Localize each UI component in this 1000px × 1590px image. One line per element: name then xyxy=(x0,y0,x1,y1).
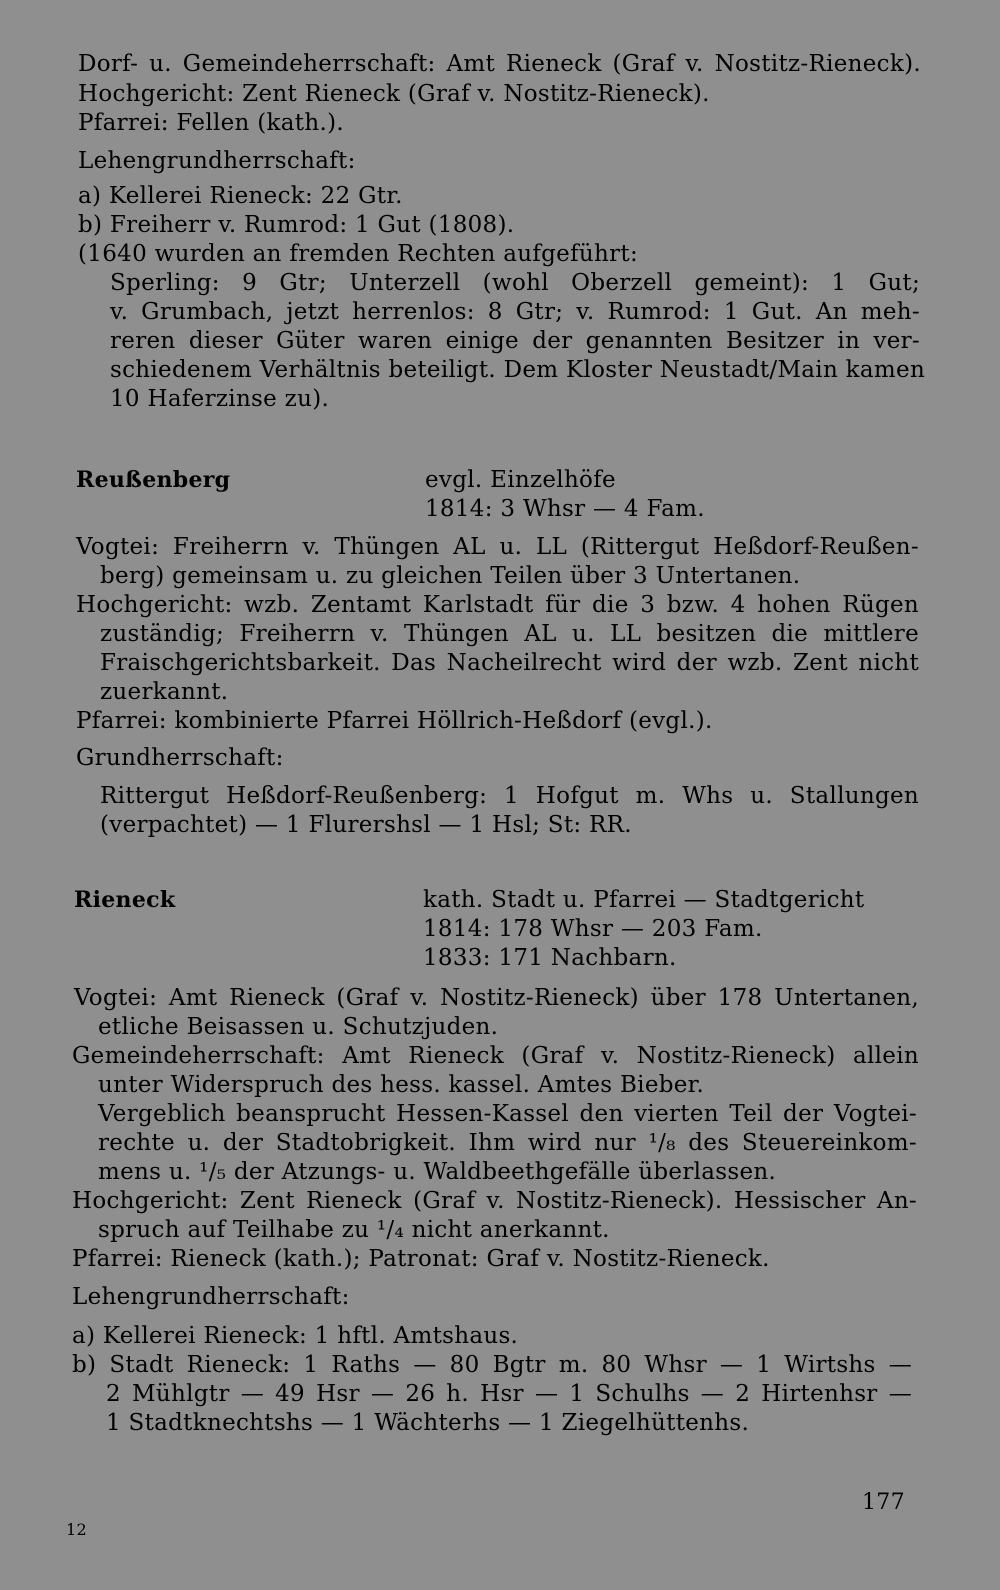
text-line: zuerkannt. xyxy=(100,679,229,705)
text-line: rechte u. der Stadtobrigkeit. Ihm wird nur ¹/₈ des Steuereinkom- xyxy=(98,1130,917,1156)
text-line: Hochgericht: Zent Rieneck (Graf v. Nostitz-Rieneck). xyxy=(78,81,710,107)
text-line: Dorf- u. Gemeindeherrschaft: Amt Rieneck (Graf v. Nostitz-Rieneck). xyxy=(78,51,921,77)
text-line: Pfarrei: kombinierte Pfarrei Höllrich-Heßdorf (evgl.). xyxy=(76,708,713,734)
text-line: 2 Mühlgtr — 49 Hsr — 26 h. Hsr — 1 Schulhs — 2 Hirtenhsr — xyxy=(106,1381,912,1407)
text-line: mens u. ¹/₅ der Atzungs- u. Waldbeethgefälle überlassen. xyxy=(98,1159,777,1185)
list-item: b) Freiherr v. Rumrod: 1 Gut (1808). xyxy=(78,212,515,238)
place-info: 1814: 3 Whsr — 4 Fam. xyxy=(425,496,705,522)
text-line: Hochgericht: Zent Rieneck (Graf v. Nostitz-Rieneck). Hessischer An- xyxy=(72,1188,917,1214)
place-info: kath. Stadt u. Pfarrei — Stadtgericht xyxy=(423,887,865,913)
text-line: v. Grumbach, jetzt herrenlos: 8 Gtr; v. Rumrod: 1 Gut. An meh- xyxy=(110,299,920,325)
text-line: berg) gemeinsam u. zu gleichen Teilen über 3 Untertanen. xyxy=(100,563,801,589)
text-line: Fraischgerichtsbarkeit. Das Nacheilrecht wird der wzb. Zent nicht xyxy=(100,650,919,676)
place-info: 1833: 171 Nachbarn. xyxy=(423,945,677,971)
section-heading: Lehengrundherrschaft: xyxy=(78,148,356,174)
place-name: Rieneck xyxy=(74,887,176,913)
text-line: Rittergut Heßdorf-Reußenberg: 1 Hofgut m. Whs u. Stallungen xyxy=(100,783,919,809)
text-line: Sperling: 9 Gtr; Unterzell (wohl Oberzell gemeint): 1 Gut; xyxy=(110,270,920,296)
text-line: Pfarrei: Fellen (kath.). xyxy=(78,110,344,136)
text-line: Pfarrei: Rieneck (kath.); Patronat: Graf v. Nostitz-Rieneck. xyxy=(72,1246,770,1272)
list-item: b) Stadt Rieneck: 1 Raths — 80 Bgtr m. 80 Whsr — 1 Wirtshs — xyxy=(72,1352,912,1378)
place-name: Reußenberg xyxy=(76,467,231,493)
text-line: (verpachtet) — 1 Flurershsl — 1 Hsl; St: RR. xyxy=(100,812,632,838)
page-number: 177 xyxy=(862,1490,905,1515)
list-item: a) Kellerei Rieneck: 1 hftl. Amtshaus. xyxy=(72,1323,519,1349)
text-line: Vogtei: Amt Rieneck (Graf v. Nostitz-Rieneck) über 178 Untertanen, xyxy=(74,985,919,1011)
text-line: etliche Beisassen u. Schutzjuden. xyxy=(98,1014,499,1040)
text-line: (1640 wurden an fremden Rechten aufgeführt: xyxy=(78,241,638,267)
text-line: Vergeblich beansprucht Hessen-Kassel den vierten Teil der Vogtei- xyxy=(98,1101,917,1127)
section-heading: Grundherrschaft: xyxy=(76,745,284,771)
text-line: 10 Haferzinse zu). xyxy=(110,386,330,412)
text-line: Gemeindeherrschaft: Amt Rieneck (Graf v. Nostitz-Rieneck) allein xyxy=(72,1043,919,1069)
list-item: a) Kellerei Rieneck: 22 Gtr. xyxy=(78,183,403,209)
text-line: 1 Stadtknechtshs — 1 Wächterhs — 1 Ziegelhüttenhs. xyxy=(106,1410,750,1436)
place-info: 1814: 178 Whsr — 203 Fam. xyxy=(423,916,763,942)
place-info: evgl. Einzelhöfe xyxy=(425,467,616,493)
text-line: unter Widerspruch des hess. kassel. Amtes Bieber. xyxy=(98,1072,705,1098)
section-heading: Lehengrundherrschaft: xyxy=(72,1284,350,1310)
text-line: reren dieser Güter waren einige der genannten Besitzer in ver- xyxy=(110,328,920,354)
text-line: schiedenem Verhältnis beteiligt. Dem Kloster Neustadt/Main kamen xyxy=(110,357,926,383)
text-line: zuständig; Freiherrn v. Thüngen AL u. LL besitzen die mittlere xyxy=(100,621,919,647)
text-line: Hochgericht: wzb. Zentamt Karlstadt für die 3 bzw. 4 hohen Rügen xyxy=(76,592,919,618)
signature-mark: 12 xyxy=(66,1520,87,1539)
text-line: Vogtei: Freiherrn v. Thüngen AL u. LL (Rittergut Heßdorf-Reußen- xyxy=(76,534,919,560)
text-line: spruch auf Teilhabe zu ¹/₄ nicht anerkannt. xyxy=(98,1217,610,1243)
